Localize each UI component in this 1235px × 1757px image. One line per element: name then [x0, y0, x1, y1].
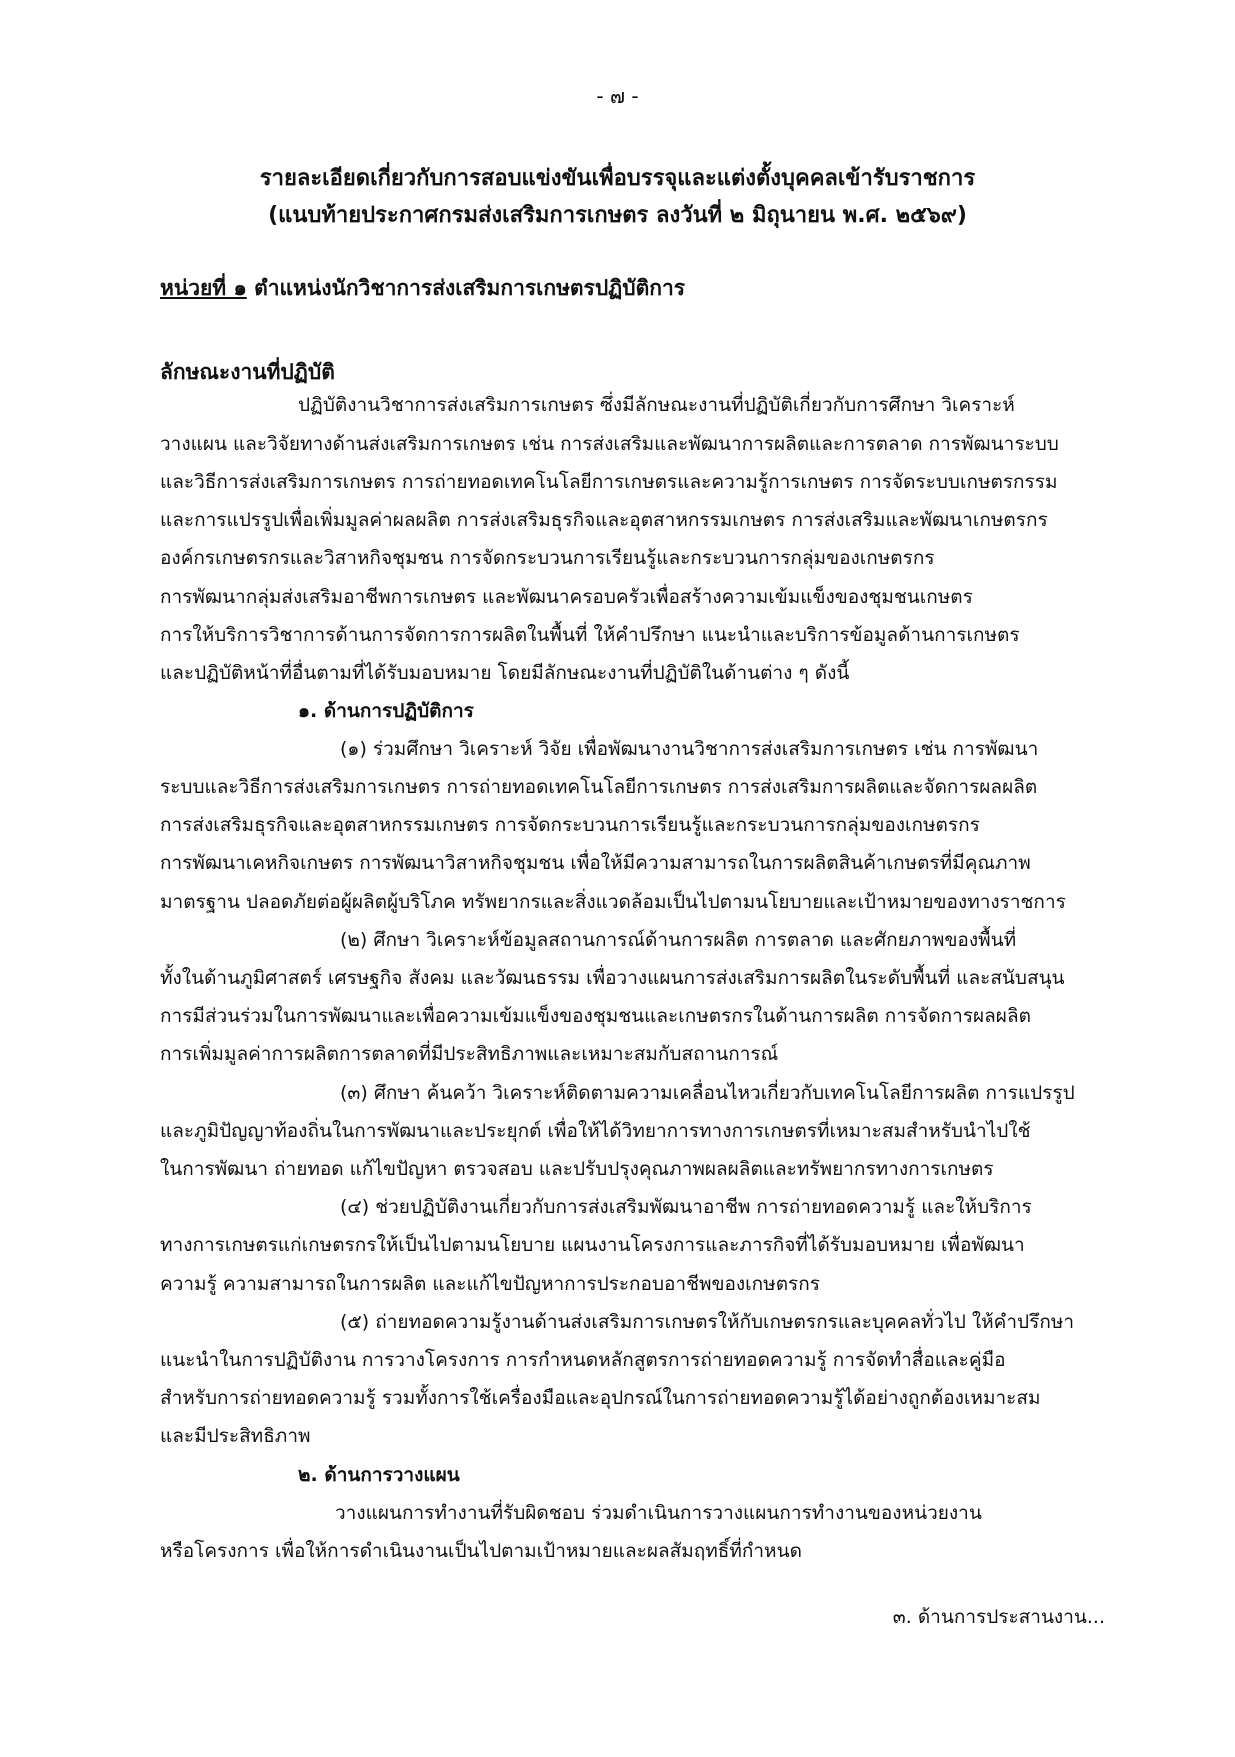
- paragraph-line: การส่งเสริมธุรกิจและอุตสาหกรรมเกษตร การจัดกระบวนการเรียนรู้และกระบวนการกลุ่มของเกษตรกร: [160, 814, 980, 836]
- unit-title: ตำแหน่งนักวิชาการส่งเสริมการเกษตรปฏิบัติการ: [246, 276, 686, 300]
- unit-label: หน่วยที่ ๑: [160, 276, 247, 300]
- list-item: (๑) ร่วมศึกษา วิเคราะห์ วิจัย เพื่อพัฒนางานวิชาการส่งเสริมการเกษตร เช่น การพัฒนา: [340, 738, 1039, 760]
- document-subtitle: (แนบท้ายประกาศกรมส่งเสริมการเกษตร ลงวันที่ ๒ มิถุนายน พ.ศ. ๒๕๖๙): [268, 203, 967, 228]
- paragraph-line: การเพิ่มมูลค่าการผลิตการตลาดที่มีประสิทธิภาพและเหมาะสมกับสถานการณ์: [160, 1043, 779, 1065]
- subsection-heading: ๑. ด้านการปฏิบัติการ: [298, 700, 474, 722]
- list-item: (๔) ช่วยปฏิบัติงานเกี่ยวกับการส่งเสริมพัฒนาอาชีพ การถ่ายทอดความรู้ และให้บริการ: [340, 1196, 1032, 1218]
- continued-footer: ๓. ด้านการประสานงาน...: [892, 1606, 1105, 1628]
- paragraph-line: วางแผนการทำงานที่รับผิดชอบ ร่วมดำเนินการวางแผนการทำงานของหน่วยงาน: [335, 1502, 982, 1524]
- paragraph-line: และการแปรรูปเพื่อเพิ่มมูลค่าผลผลิต การส่งเสริมธุรกิจและอุตสาหกรรมเกษตร การส่งเสริมและพัฒนาเกษตรกร: [160, 509, 1048, 531]
- paragraph-line: การพัฒนากลุ่มส่งเสริมอาชีพการเกษตร และพัฒนาครอบครัวเพื่อสร้างความเข้มแข็งของชุมชนเกษตร: [160, 586, 973, 608]
- paragraph-line: การให้บริการวิชาการด้านการจัดการการผลิตในพื้นที่ ให้คำปรึกษา แนะนำและบริการข้อมูลด้านการเกษตร: [160, 624, 1020, 646]
- paragraph-line: ความรู้ ความสามารถในการผลิต และแก้ไขปัญหาการประกอบอาชีพของเกษตรกร: [160, 1273, 820, 1295]
- paragraph-line: ในการพัฒนา ถ่ายทอด แก้ไขปัญหา ตรวจสอบ และปรับปรุงคุณภาพผลผลิตและทรัพยากรทางการเกษตร: [160, 1158, 994, 1180]
- section-heading: ลักษณะงานที่ปฏิบัติ: [160, 360, 335, 384]
- paragraph-line: ระบบและวิธีการส่งเสริมการเกษตร การถ่ายทอดเทคโนโลยีการเกษตร การส่งเสริมการผลิตและจัดการผลผลิต: [160, 776, 1038, 798]
- paragraph-line: วางแผน และวิจัยทางด้านส่งเสริมการเกษตร เช่น การส่งเสริมและพัฒนาการผลิตและการตลาด การพัฒนาระบบ: [160, 433, 1059, 455]
- paragraph-line: หรือโครงการ เพื่อให้การดำเนินงานเป็นไปตามเป้าหมายและผลสัมฤทธิ์ที่กำหนด: [160, 1540, 802, 1562]
- paragraph-line: ปฏิบัติงานวิชาการส่งเสริมการเกษตร ซึ่งมีลักษณะงานที่ปฏิบัติเกี่ยวกับการศึกษา วิเคราะห์: [298, 394, 1015, 416]
- list-item: (๓) ศึกษา ค้นคว้า วิเคราะห์ติดตามความเคลื่อนไหวเกี่ยวกับเทคโนโลยีการผลิต การแปรรูป: [340, 1082, 1075, 1104]
- paragraph-line: และภูมิปัญญาท้องถิ่นในการพัฒนาและประยุกต์ เพื่อให้ได้วิทยาการทางการเกษตรที่เหมาะสมสำหรับนำไปใช้: [160, 1120, 1031, 1142]
- list-item: (๕) ถ่ายทอดความรู้งานด้านส่งเสริมการเกษตรให้กับเกษตรกรและบุคคลทั่วไป ให้คำปรึกษา: [340, 1311, 1075, 1333]
- list-item: (๒) ศึกษา วิเคราะห์ข้อมูลสถานการณ์ด้านการผลิต การตลาด และศักยภาพของพื้นที่: [340, 929, 1017, 951]
- page-number: - ๗ -: [596, 84, 639, 108]
- document-title: รายละเอียดเกี่ยวกับการสอบแข่งขันเพื่อบรรจุและแต่งตั้งบุคคลเข้ารับราชการ: [259, 166, 976, 191]
- paragraph-line: และมีประสิทธิภาพ: [160, 1425, 311, 1447]
- paragraph-line: องค์กรเกษตรกรและวิสาหกิจชุมชน การจัดกระบวนการเรียนรู้และกระบวนการกลุ่มของเกษตรกร: [160, 547, 935, 569]
- subsection-heading: ๒. ด้านการวางแผน: [298, 1464, 460, 1486]
- paragraph-line: ทางการเกษตรแก่เกษตรกรให้เป็นไปตามนโยบาย แผนงานโครงการและภารกิจที่ได้รับมอบหมาย เพื่อพัฒนา: [160, 1234, 1025, 1256]
- paragraph-line: และปฏิบัติหน้าที่อื่นตามที่ได้รับมอบหมาย โดยมีลักษณะงานที่ปฏิบัติในด้านต่าง ๆ ดังนี้: [160, 662, 850, 684]
- paragraph-line: สำหรับการถ่ายทอดความรู้ รวมทั้งการใช้เครื่องมือและอุปกรณ์ในการถ่ายทอดความรู้ได้อย่างถูกต้องเหมาะสม: [160, 1387, 1041, 1409]
- paragraph-line: มาตรฐาน ปลอดภัยต่อผู้ผลิตผู้บริโภค ทรัพยากรและสิ่งแวดล้อมเป็นไปตามนโยบายและเป้าหมายของทางราชการ: [160, 891, 1066, 913]
- paragraph-line: แนะนำในการปฏิบัติงาน การวางโครงการ การกำหนดหลักสูตรการถ่ายทอดความรู้ การจัดทำสื่อและคู่มือ: [160, 1349, 1006, 1371]
- paragraph-line: การมีส่วนร่วมในการพัฒนาและเพื่อความเข้มแข็งของชุมชนและเกษตรกรในด้านการผลิต การจัดการผลผลิต: [160, 1005, 1031, 1027]
- paragraph-line: และวิธีการส่งเสริมการเกษตร การถ่ายทอดเทคโนโลยีการเกษตรและความรู้การเกษตร การจัดระบบเกษตรกรรม: [160, 471, 1058, 493]
- unit-heading: [160, 272, 685, 305]
- paragraph-line: การพัฒนาเคหกิจเกษตร การพัฒนาวิสาหกิจชุมชน เพื่อให้มีความสามารถในการผลิตสินค้าเกษตรที่มีคุณภาพ: [160, 852, 1031, 874]
- paragraph-line: ทั้งในด้านภูมิศาสตร์ เศรษฐกิจ สังคม และวัฒนธรรม เพื่อวางแผนการส่งเสริมการผลิตในระดับพื้นที่ และสนับสนุน: [160, 967, 1065, 989]
